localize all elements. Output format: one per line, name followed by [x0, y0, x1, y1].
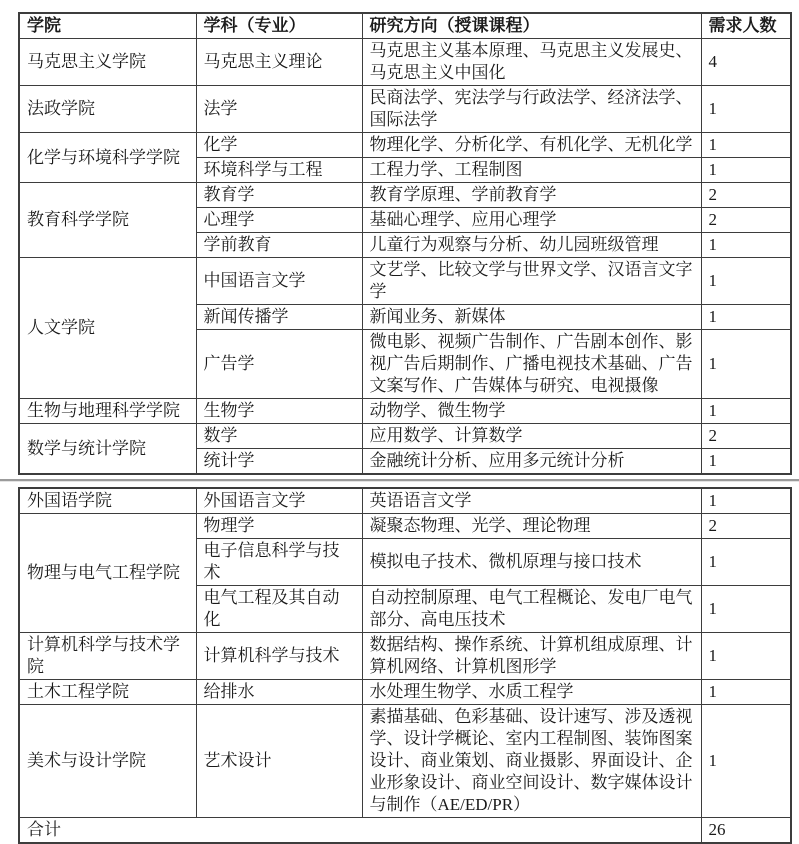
table-row [19, 514, 791, 539]
major-cell: 给排水 [196, 680, 362, 705]
count-cell: 1 [701, 233, 791, 258]
college-cell: 生物与地理科学学院 [19, 399, 196, 424]
courses-cell: 模拟电子技术、微机原理与接口技术 [362, 539, 701, 586]
major-cell: 外国语言文学 [196, 488, 362, 514]
header-count: 需求人数 [701, 13, 791, 39]
count-cell: 1 [701, 539, 791, 586]
college-cell: 外国语学院 [19, 488, 196, 514]
college-cell: 马克思主义学院 [19, 39, 196, 86]
college-cell: 土木工程学院 [19, 680, 196, 705]
header-courses: 研究方向（授课课程） [362, 13, 701, 39]
count-cell: 4 [701, 39, 791, 86]
count-cell: 1 [701, 633, 791, 680]
count-cell: 1 [701, 488, 791, 514]
major-cell: 物理学 [196, 514, 362, 539]
table-row [19, 680, 791, 705]
courses-cell: 工程力学、工程制图 [362, 158, 701, 183]
table-row [19, 39, 791, 86]
courses-cell: 动物学、微生物学 [362, 399, 701, 424]
table-row [19, 86, 791, 133]
table-row [19, 488, 791, 514]
courses-cell: 应用数学、计算数学 [362, 424, 701, 449]
courses-cell: 凝聚态物理、光学、理论物理 [362, 514, 701, 539]
header-major: 学科（专业） [196, 13, 362, 39]
courses-cell: 数据结构、操作系统、计算机组成原理、计算机网络、计算机图形学 [362, 633, 701, 680]
table-row [19, 258, 791, 305]
major-cell: 化学 [196, 133, 362, 158]
count-cell: 1 [701, 705, 791, 818]
total-row [19, 818, 791, 844]
college-cell: 美术与设计学院 [19, 705, 196, 818]
college-cell: 化学与环境科学学院 [19, 133, 196, 183]
major-cell: 数学 [196, 424, 362, 449]
table-row [19, 705, 791, 818]
recruitment-table-section-2 [18, 487, 792, 844]
college-cell: 计算机科学与技术学院 [19, 633, 196, 680]
major-cell: 电气工程及其自动化 [196, 586, 362, 633]
count-cell: 1 [701, 680, 791, 705]
major-cell: 电子信息科学与技术 [196, 539, 362, 586]
page-break-divider [0, 479, 799, 482]
table-row [19, 133, 791, 158]
count-cell: 1 [701, 258, 791, 305]
major-cell: 计算机科学与技术 [196, 633, 362, 680]
courses-cell: 素描基础、色彩基础、设计速写、涉及透视学、设计学概论、室内工程制图、装饰图案设计、商业策划、商业摄影、界面设计、企业形象设计、商业空间设计、数字媒体设计与制作（AE/ED/PR） [362, 705, 701, 818]
count-cell: 1 [701, 399, 791, 424]
count-cell: 1 [701, 86, 791, 133]
college-cell: 人文学院 [19, 258, 196, 399]
major-cell: 马克思主义理论 [196, 39, 362, 86]
college-cell: 物理与电气工程学院 [19, 514, 196, 633]
count-cell: 1 [701, 305, 791, 330]
major-cell: 统计学 [196, 449, 362, 475]
table-row [19, 399, 791, 424]
major-cell: 法学 [196, 86, 362, 133]
recruitment-table-section-1 [18, 12, 792, 475]
major-cell: 中国语言文学 [196, 258, 362, 305]
count-cell: 1 [701, 586, 791, 633]
college-cell: 数学与统计学院 [19, 424, 196, 475]
count-cell: 1 [701, 133, 791, 158]
total-count-cell: 26 [701, 818, 791, 844]
courses-cell: 民商法学、宪法学与行政法学、经济法学、国际法学 [362, 86, 701, 133]
courses-cell: 自动控制原理、电气工程概论、发电厂电气部分、高电压技术 [362, 586, 701, 633]
courses-cell: 物理化学、分析化学、有机化学、无机化学 [362, 133, 701, 158]
count-cell: 1 [701, 449, 791, 475]
count-cell: 2 [701, 183, 791, 208]
count-cell: 2 [701, 424, 791, 449]
count-cell: 2 [701, 208, 791, 233]
major-cell: 生物学 [196, 399, 362, 424]
major-cell: 广告学 [196, 330, 362, 399]
count-cell: 1 [701, 330, 791, 399]
major-cell: 艺术设计 [196, 705, 362, 818]
courses-cell: 英语语言文学 [362, 488, 701, 514]
courses-cell: 儿童行为观察与分析、幼儿园班级管理 [362, 233, 701, 258]
major-cell: 环境科学与工程 [196, 158, 362, 183]
major-cell: 学前教育 [196, 233, 362, 258]
major-cell: 新闻传播学 [196, 305, 362, 330]
courses-cell: 新闻业务、新媒体 [362, 305, 701, 330]
courses-cell: 微电影、视频广告制作、广告剧本创作、影视广告后期制作、广播电视技术基础、广告文案写作、广告媒体与研究、电视摄像 [362, 330, 701, 399]
courses-cell: 文艺学、比较文学与世界文学、汉语言文字学 [362, 258, 701, 305]
major-cell: 教育学 [196, 183, 362, 208]
table-header-row [19, 13, 791, 39]
courses-cell: 基础心理学、应用心理学 [362, 208, 701, 233]
college-cell: 教育科学学院 [19, 183, 196, 258]
table-row [19, 183, 791, 208]
courses-cell: 金融统计分析、应用多元统计分析 [362, 449, 701, 475]
count-cell: 1 [701, 158, 791, 183]
count-cell: 2 [701, 514, 791, 539]
major-cell: 心理学 [196, 208, 362, 233]
college-cell: 法政学院 [19, 86, 196, 133]
courses-cell: 水处理生物学、水质工程学 [362, 680, 701, 705]
table-row [19, 633, 791, 680]
courses-cell: 教育学原理、学前教育学 [362, 183, 701, 208]
table-row [19, 424, 791, 449]
courses-cell: 马克思主义基本原理、马克思主义发展史、马克思主义中国化 [362, 39, 701, 86]
total-label-cell: 合计 [19, 818, 701, 844]
header-college: 学院 [19, 13, 196, 39]
